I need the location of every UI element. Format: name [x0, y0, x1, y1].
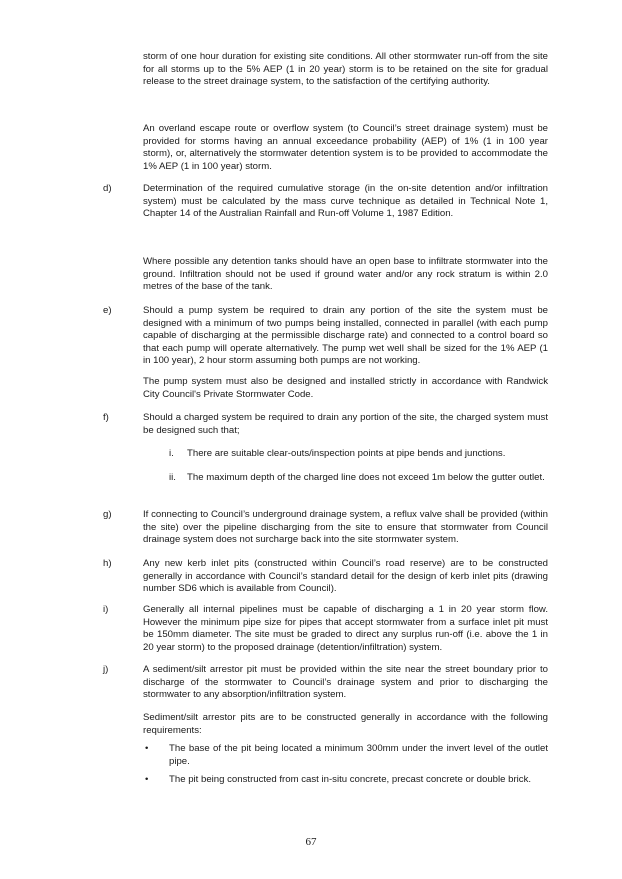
item-label-i: i): [103, 604, 109, 615]
item-label-g: g): [103, 509, 112, 520]
item-label-f: f): [103, 412, 109, 423]
subitem-ii-text: The maximum depth of the charged line does not exceed 1m below the gutter outlet.: [187, 472, 545, 483]
bullet-item-2: The pit being constructed from cast in-situ concrete, precast concrete or double brick.: [169, 774, 532, 785]
subitem-label-i: i.: [169, 448, 174, 459]
subitem-label-ii: ii.: [169, 472, 176, 483]
item-label-j: j): [103, 664, 109, 675]
subitem-i-text: There are suitable clear-outs/inspection points at pipe bends and junctions.: [187, 448, 506, 459]
item-f-text: Should a charged system be required to drain any portion of the site, the charged system must be designed such that;: [143, 412, 548, 436]
item-label-d: d): [103, 183, 112, 194]
item-h-text: Any new kerb inlet pits (constructed within Council’s road reserve) are to be constructed generally in accordance with Council’s standard detail for the design of kerb inlet pits (drawing number SD6 which is available from Council).: [143, 558, 548, 595]
item-label-e: e): [103, 305, 112, 316]
item-j-requirements-text: Sediment/silt arrestor pits are to be constructed generally in accordance with the following requirements:: [143, 712, 548, 736]
item-i-text: Generally all internal pipelines must be capable of discharging a 1 in 20 year storm flow. However the minimum pipe size for pipes that accept stormwater from a surface inlet pit must be 150mm diameter. The site must be graded to direct any surplus run-off (i.e. above the 1 in 20 year storm) to the proposed drainage (detention/infiltration) system.: [143, 604, 548, 653]
bullet-1: •: [145, 743, 149, 754]
item-label-h: h): [103, 558, 112, 569]
page-number: 67: [305, 836, 317, 848]
paragraph-overland-escape: An overland escape route or overflow system (to Council’s street drainage system) must be provided for storms having an annual exceedance probability (AEP) of 1% (1 in 100 year storm), or, alternatively the stormwater detention system is to be provided to accommodate the 1% AEP (1 in 100 year) storm.: [143, 123, 548, 172]
item-d-text: Determination of the required cumulative storage (in the on-site detention and/or infiltration system) must be calculated by the mass curve technique as detailed in Technical Note 1, Chapter 14 of the Australian Rainfall and Run-off Volume 1, 1987 Edition.: [143, 183, 548, 220]
item-e-pump-code-text: The pump system must also be designed and installed strictly in accordance with Randwick City Council's Private Stormwater Code.: [143, 376, 548, 400]
item-e-text: Should a pump system be required to drain any portion of the site the system must be designed with a minimum of two pumps being installed, connected in parallel (with each pump capable of discharging at the permissible discharge rate) and connected to a control board so that each pump will operate alternatively. The pump wet well shall be sized for the 1% AEP (1 in 100 year), 2 hour storm assuming both pumps are not working.: [143, 305, 548, 367]
item-j-text: A sediment/silt arrestor pit must be provided within the site near the street boundary prior to discharge of the stormwater to Council’s drainage system and prior to discharging the stormwater to any absorption/infiltration system.: [143, 664, 548, 701]
item-g-text: If connecting to Council’s underground drainage system, a reflux valve shall be provided (within the site) over the pipeline discharging from the site to ensure that stormwater from Council drainage system does not surcharge back into the site stormwater system.: [143, 509, 548, 546]
paragraph-continuation: storm of one hour duration for existing site conditions. All other stormwater run-off from the site for all storms up to the 5% AEP (1 in 20 year) storm is to be retained on the site for gradual release to the street drainage system, to the satisfaction of the certifying authority.: [143, 51, 548, 88]
item-d-infiltration-text: Where possible any detention tanks should have an open base to infiltrate stormwater into the ground. Infiltration should not be used if ground water and/or any rock stratum is within 2.0 metres of the base of the tank.: [143, 256, 548, 293]
bullet-2: •: [145, 774, 149, 785]
bullet-item-1: The base of the pit being located a minimum 300mm under the invert level of the outlet pipe.: [169, 743, 548, 767]
